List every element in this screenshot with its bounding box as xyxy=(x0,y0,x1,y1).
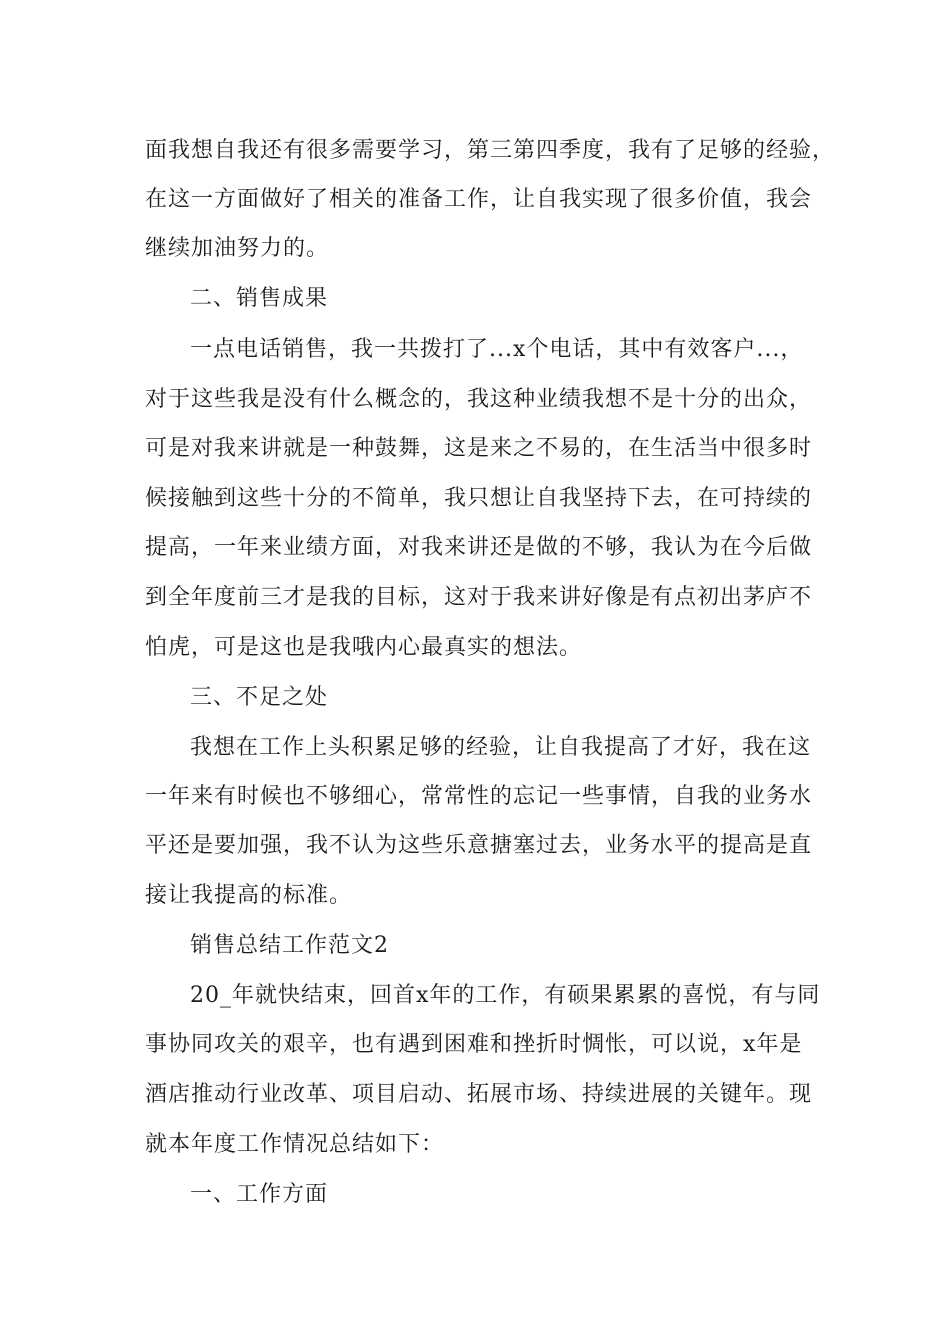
paragraph-line: 我想在工作上头积累足够的经验，让自我提高了才好，我在这 xyxy=(190,735,812,760)
article-title: 销售总结工作范文2 xyxy=(190,933,389,958)
section-heading: 二、销售成果 xyxy=(190,286,329,311)
paragraph-line: 就本年度工作情况总结如下： xyxy=(145,1132,445,1157)
paragraph-line: 对于这些我是没有什么概念的，我这种业绩我想不是十分的出众， xyxy=(145,387,813,412)
paragraph-line: 一年来有时候也不够细心，常常性的忘记一些事情，自我的业务水 xyxy=(145,784,813,809)
paragraph-line: 事协同攻关的艰辛，也有遇到困难和挫折时惆怅，可以说，x年是 xyxy=(145,1032,803,1057)
section-heading: 一、工作方面 xyxy=(190,1182,329,1207)
paragraph-line: 面我想自我还有很多需要学习，第三第四季度，我有了足够的经验， xyxy=(145,138,836,163)
paragraph-line: 酒店推动行业改革、项目启动、拓展市场、持续进展的关键年。现 xyxy=(145,1082,813,1107)
paragraph-line: 到全年度前三才是我的目标，这对于我来讲好像是有点初出茅庐不 xyxy=(145,585,813,610)
paragraph-line: 在这一方面做好了相关的准备工作，让自我实现了很多价值，我会 xyxy=(145,187,813,212)
paragraph-line: 继续加油努力的。 xyxy=(145,236,330,261)
section-heading: 三、不足之处 xyxy=(190,685,329,710)
paragraph-line: 可是对我来讲就是一种鼓舞，这是来之不易的，在生活当中很多时 xyxy=(145,436,813,461)
paragraph-line: 提高，一年来业绩方面，对我来讲还是做的不够，我认为在今后做 xyxy=(145,535,813,560)
paragraph-line: 怕虎，可是这也是我哦内心最真实的想法。 xyxy=(145,635,583,660)
paragraph-line: 平还是要加强，我不认为这些乐意搪塞过去，业务水平的提高是直 xyxy=(145,833,813,858)
paragraph-line: 20_年就快结束，回首x年的工作，有硕果累累的喜悦，有与同 xyxy=(190,983,821,1008)
paragraph-line: 接让我提高的标准。 xyxy=(145,883,353,908)
paragraph-line: 一点电话销售，我一共拨打了...x个电话，其中有效客户...， xyxy=(190,337,804,362)
paragraph-line: 候接触到这些十分的不简单，我只想让自我坚持下去，在可持续的 xyxy=(145,486,813,511)
